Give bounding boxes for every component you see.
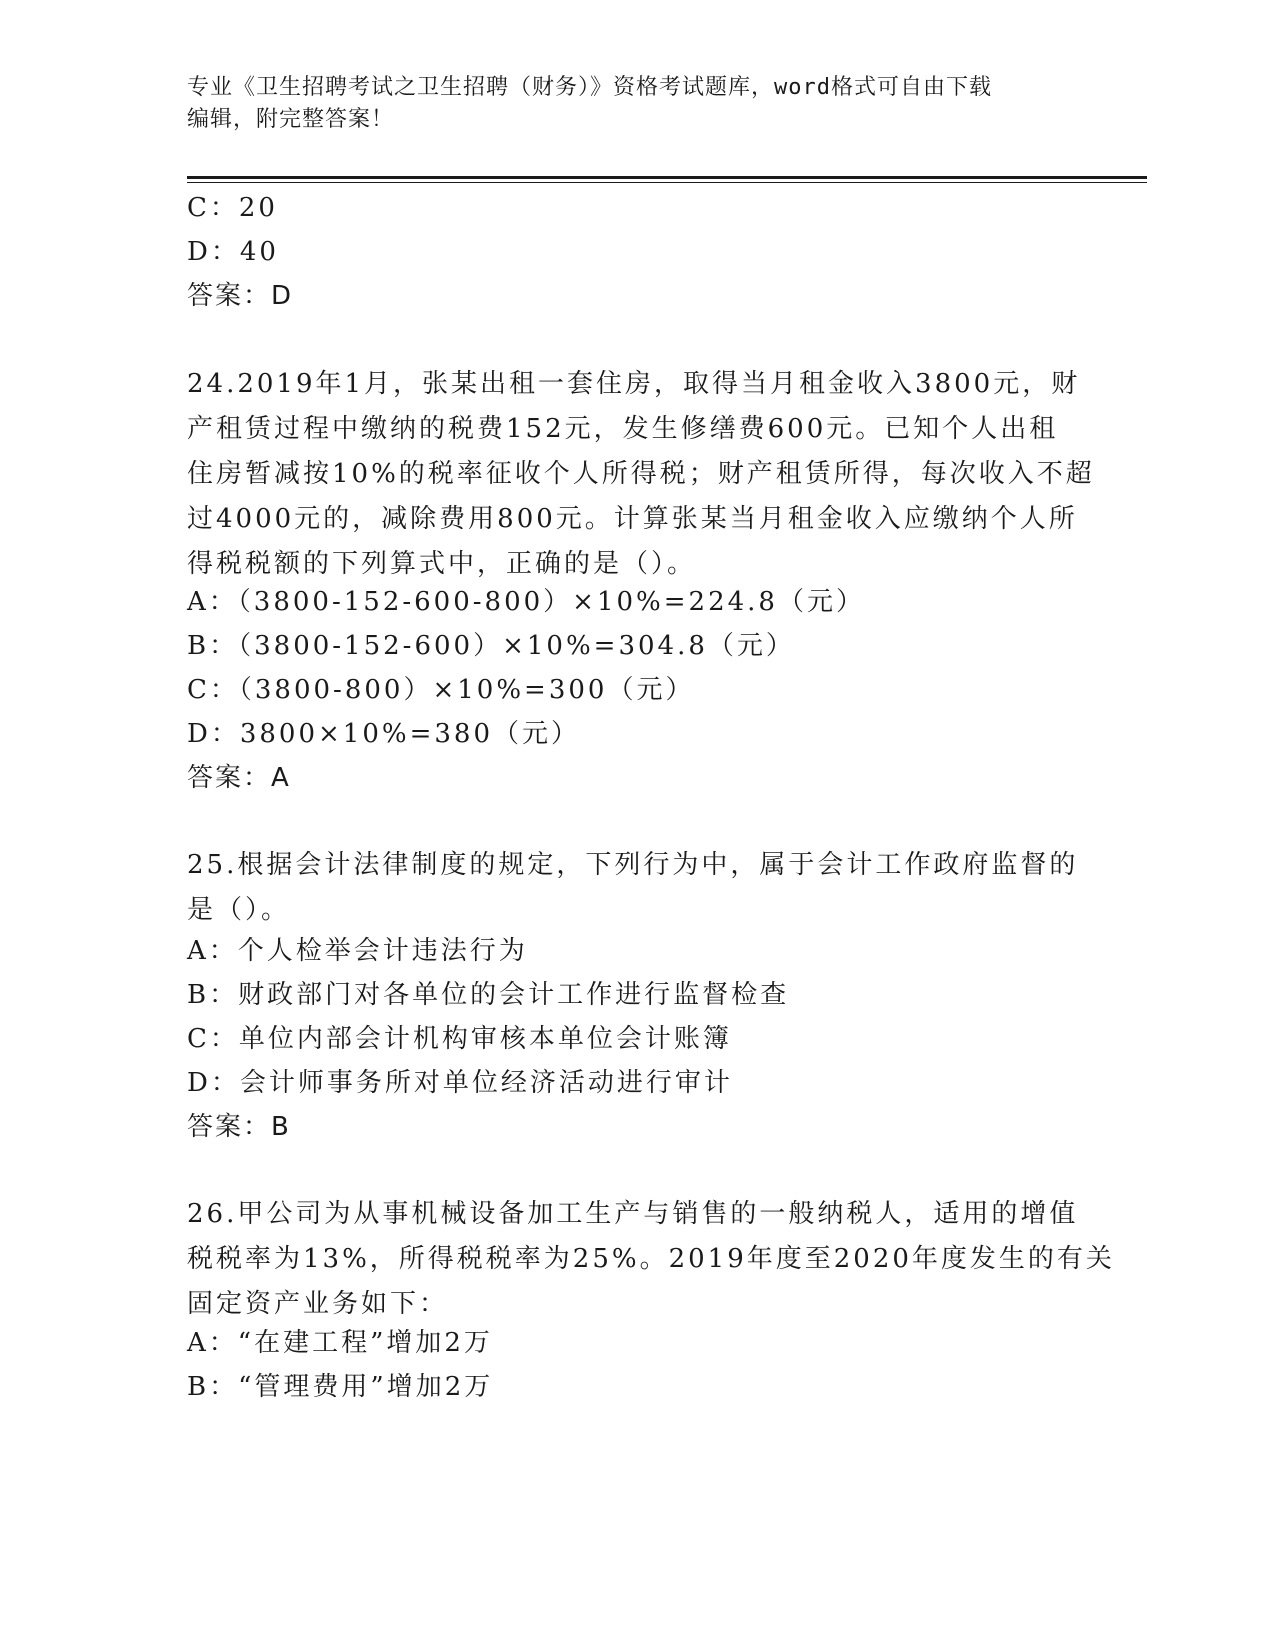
q26-option-a: A：“在建工程”增加2万 (187, 1328, 493, 1358)
q24-stem-line: 产租赁过程中缴纳的税费152元，发生修缮费600元。已知个人出租 (187, 414, 1059, 444)
q23-answer: 答案：D (187, 281, 294, 311)
header-divider-thick (187, 176, 1147, 179)
q26-stem (187, 1192, 1115, 1327)
q24-option-b: B：（3800-152-600）×10%=304.8（元） (187, 631, 795, 661)
q24-stem-line: 住房暂减按10%的税率征收个人所得税；财产租赁所得，每次收入不超 (187, 459, 1095, 489)
q24-stem-line: 过4000元的，减除费用800元。计算张某当月租金收入应缴纳个人所 (187, 504, 1078, 534)
q23-option-d: D：40 (187, 237, 279, 267)
q24-stem (187, 362, 1095, 587)
q26-stem-line: 26.甲公司为从事机械设备加工生产与销售的一般纳税人，适用的增值 (187, 1199, 1079, 1229)
q25-option-a: A：个人检举会计违法行为 (187, 936, 528, 966)
q25-stem-line: 是（）。 (187, 895, 291, 925)
q23-option-c: C：20 (187, 193, 278, 223)
q24-option-c: C：（3800-800）×10%=300（元） (187, 675, 695, 705)
q24-option-a: A：（3800-152-600-800）×10%=224.8（元） (187, 587, 865, 617)
q25-answer: 答案：B (187, 1112, 291, 1142)
q25-option-c: C：单位内部会计机构审核本单位会计账簿 (187, 1024, 732, 1054)
q26-option-b: B：“管理费用”增加2万 (187, 1372, 494, 1402)
q25-option-d: D：会计师事务所对单位经济活动进行审计 (187, 1068, 733, 1098)
q25-option-b: B：财政部门对各单位的会计工作进行监督检查 (187, 980, 790, 1010)
q24-stem-line: 得税税额的下列算式中，正确的是（）。 (187, 549, 697, 579)
q25-stem (187, 843, 1087, 933)
header-line-1: 专业《卫生招聘考试之卫生招聘（财务）》资格考试题库，word格式可自由下载 (187, 75, 992, 100)
q24-option-d: D：3800×10%=380（元） (187, 719, 580, 749)
document-header (187, 72, 1087, 136)
q26-stem-line: 固定资产业务如下： (187, 1289, 449, 1319)
q25-stem-line: 25.根据会计法律制度的规定，下列行为中，属于会计工作政府监督的 (187, 850, 1079, 880)
q26-stem-line: 税税率为13%，所得税税率为25%。2019年度至2020年度发生的有关 (187, 1244, 1115, 1274)
header-line-2: 编辑，附完整答案！ (187, 107, 395, 132)
q24-answer: 答案：A (187, 763, 291, 793)
header-divider-thin (187, 182, 1147, 183)
q24-stem-line: 24.2019年1月，张某出租一套住房，取得当月租金收入3800元，财 (187, 369, 1081, 399)
